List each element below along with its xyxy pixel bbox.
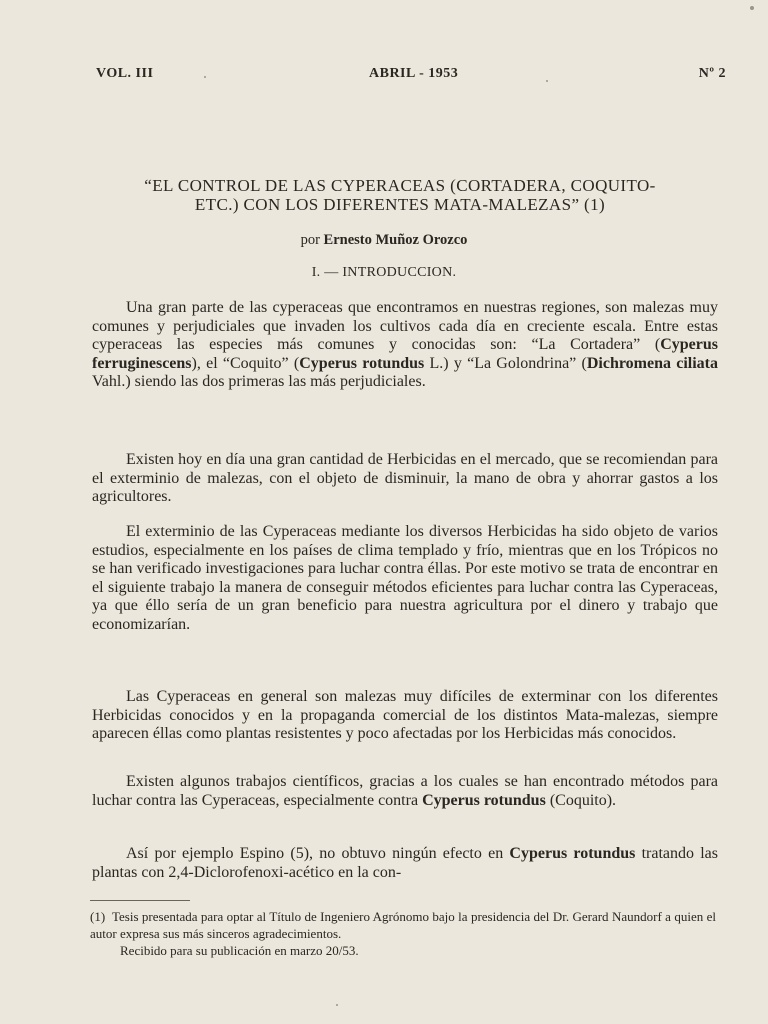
volume-label: VOL. III: [96, 66, 154, 81]
footnote-text: Tesis presentada para optar al Título de Ingeniero Agrónomo bajo la presidencia del Dr. Gerard Naundorf a quien el autor expresa sus más sinceros agradecimientos.: [90, 909, 717, 941]
title-line-1: “EL CONTROL DE LAS CYPERACEAS (CORTADERA, COQUITO-: [144, 176, 656, 195]
paragraph-1: [92, 299, 718, 392]
scan-speck: [336, 1004, 338, 1006]
paragraph-3: [92, 523, 718, 635]
paragraph-6: [92, 845, 718, 882]
p1-text-a: Una gran parte de las cyperaceas que encontramos en nuestras regiones, son malezas muy comunes y perjudiciales que invaden los cultivos cada día en creciente escala. Entre estas cyperaceas las especies más comunes y conocidas son: “La Cortadera” (: [92, 299, 718, 354]
p3-text: El exterminio de las Cyperaceas mediante los diversos Herbicidas ha sido objeto de varios estudios, especialmente en los países de clima templado y frío, mientras que en los Trópicos no se han verificado investigaciones para luchar contra éllas. Por este motivo se trata de encontrar en el siguiente trabajo la manera de conseguir métodos eficientes para luchar contra las Cyperaceas, ya que éllo sería de un gran beneficio para nuestra agricultura por el dinero y trabajo que economizarían.: [92, 523, 718, 633]
received-date-note: Recibido para su publicación en marzo 20/53.: [120, 943, 359, 958]
scan-speck: [546, 80, 548, 82]
footnote: [90, 908, 716, 959]
scan-speck: [750, 6, 754, 10]
species-cyperus-rotundus-3: Cyperus rotundus: [509, 845, 636, 862]
p1-text-d: Vahl.) siendo las dos primeras las más perjudiciales.: [92, 373, 426, 391]
running-header: [96, 66, 726, 86]
paragraph-5: [92, 773, 718, 810]
p2-text: Existen hoy en día una gran cantidad de Herbicidas en el mercado, que se recomiendan para el exterminio de malezas, con el objeto de disminuir, la mano de obra y ahorrar gastos a los agricultores.: [92, 451, 718, 506]
byline: [0, 232, 768, 249]
author-name: Ernesto Muñoz Orozco: [323, 232, 468, 248]
p4-text: Las Cyperaceas en general son malezas muy difíciles de exterminar con los diferentes Herbicidas conocidos y en la propaganda comercial de los distintos Mata-malezas, siempre aparecen éllas como plantas resistentes y poco afectadas por los Herbicidas más conocidos.: [92, 688, 718, 743]
byline-prefix: por: [300, 232, 320, 248]
p1-text-c: L.) y “La Golondrina” (: [424, 354, 587, 372]
species-dichromena-ciliata: Dichromena ciliata: [586, 354, 719, 372]
scan-speck: [204, 76, 206, 78]
species-cyperus-rotundus-2: Cyperus rotundus: [422, 791, 546, 809]
footnote-divider: [90, 900, 190, 901]
p5-text-a: Existen algunos trabajos científicos, gracias a los cuales se han encontrado métodos para luchar contra las Cyperaceas, especialmente contra: [92, 773, 718, 809]
issue-number: Nº 2: [698, 66, 726, 81]
title-line-2: ETC.) CON LOS DIFERENTES MATA-MALEZAS” (1): [194, 195, 606, 214]
p5-text-b: (Coquito).: [545, 791, 617, 809]
species-cyperus-ferruginescens: Cyperus ferruginescens: [92, 336, 718, 372]
issue-date: ABRIL - 1953: [369, 66, 459, 81]
p6-text-b: tratando las plantas con 2,4-Diclorofenoxi-acético en la con-: [92, 845, 718, 881]
section-heading: I. — INTRODUCCION.: [311, 265, 457, 280]
p1-text-b: ), el “Coquito” (: [191, 354, 300, 372]
species-cyperus-rotundus: Cyperus rotundus: [299, 354, 425, 372]
paragraph-4: [92, 688, 718, 744]
p6-text-a: Así por ejemplo Espino (5), no obtuvo ningún efecto en: [126, 845, 510, 862]
paragraph-2: [92, 451, 718, 507]
footnote-mark: (1): [90, 909, 106, 924]
article-title: [80, 176, 720, 214]
